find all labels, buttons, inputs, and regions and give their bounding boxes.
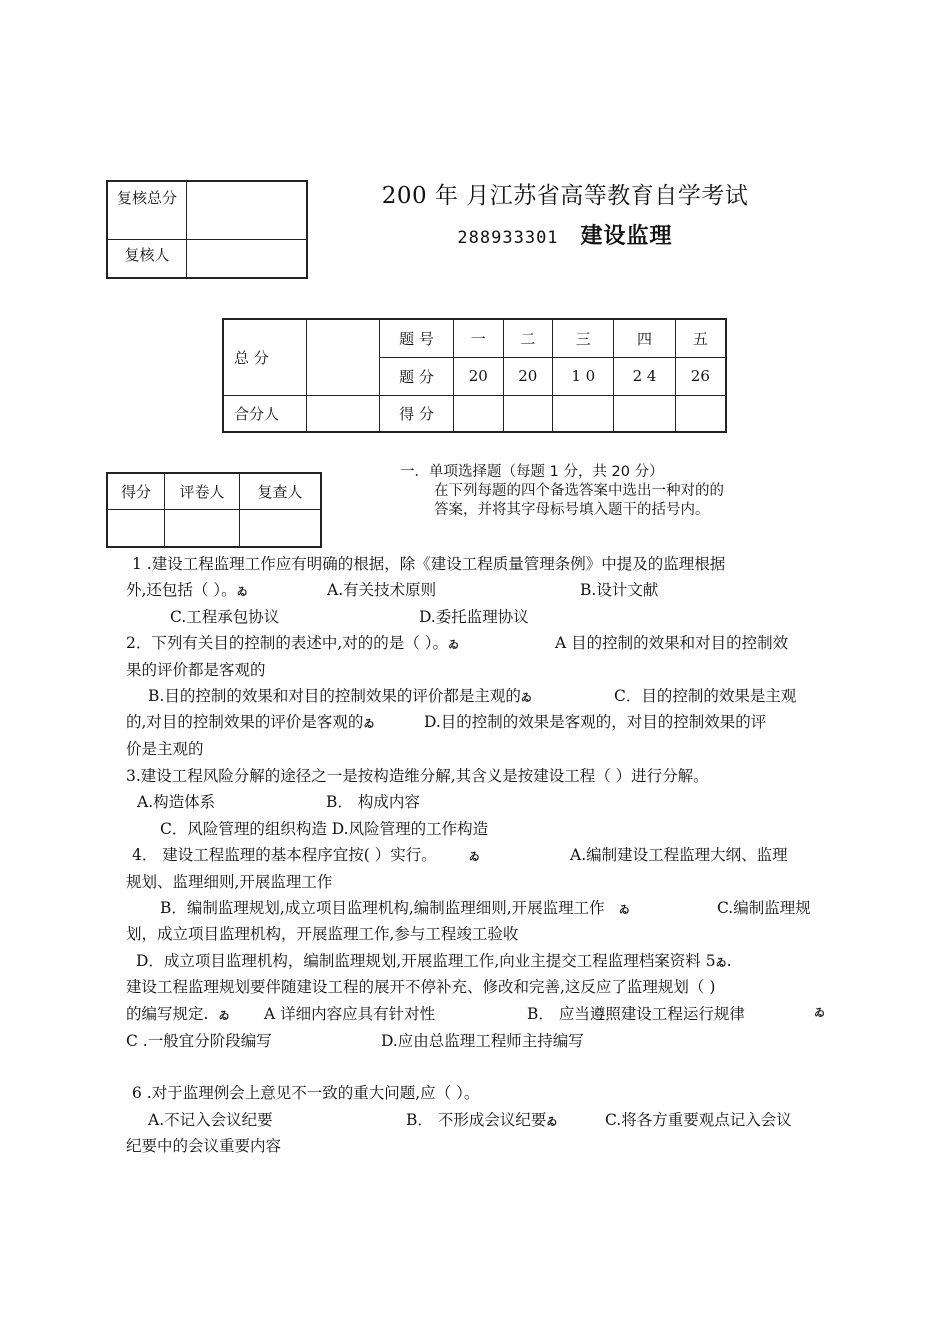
review-total-cell (187, 181, 308, 239)
q2-option-c-cont (126, 710, 374, 732)
q6-option-b-text: B． 不形成会议纪要 (406, 1111, 547, 1129)
checker-label: 复查人 (240, 473, 322, 509)
marker-glyph: ゐ (363, 717, 375, 730)
q2-stem-text: 2．下列有关目的控制的表述中,对的的是（ ）。 (126, 634, 448, 652)
q4-option-b (160, 896, 630, 918)
q4-option-d-text: D．成立项目监理机构，编制监理规划,开展监理工作,向业主提交工程监理档案资料 5 (136, 952, 716, 970)
question-3: 三 (553, 319, 614, 357)
q1-stem-cont (126, 578, 248, 600)
marker-glyph: ゐ (236, 585, 248, 598)
q1-option-b: B.设计文献 (580, 581, 659, 599)
points-1: 20 (454, 357, 504, 395)
q2-option-c-text: 的,对目的控制效果的评价是客观的 (126, 713, 364, 731)
q1-stem-end: 外,还包括（ ）。 (126, 581, 237, 599)
q5-option-d: D.应由总监理工程师主持编写 (381, 1032, 584, 1050)
grader-score-label: 得分 (107, 473, 165, 509)
score-2 (503, 395, 553, 432)
q6-option-c: C.将各方重要观点记入会议 (605, 1111, 792, 1129)
marker-glyph: ゐ (520, 691, 532, 704)
q5-stem: 建设工程监理规划要伴随建设工程的展开不停补充、修改和完善,这反应了监理规划（ ) (126, 978, 716, 996)
q2-option-a: A 目的控制的效果和对目的控制效 (555, 634, 789, 652)
review-box (106, 180, 308, 279)
checker-cell (240, 509, 322, 547)
question-number-label: 题 号 (380, 319, 454, 357)
grader-table (106, 472, 322, 548)
q6-option-b (406, 1108, 557, 1130)
marker-glyph: ゐ (218, 1009, 230, 1022)
q3-option-cd: C．风险管理的组织构造 D.风险管理的工作构造 (160, 820, 489, 838)
grader-label: 评卷人 (165, 473, 240, 509)
q5-option-a: A 详细内容应具有针对性 (264, 1005, 436, 1023)
section-instruction-1: 在下列每题的四个备选答案中选出一种对的的 (434, 483, 724, 499)
q5-stem-cont (126, 1002, 229, 1024)
q5-option-b: B． 应当遵照建设工程运行规律 (527, 1005, 745, 1023)
question-4: 四 (614, 319, 675, 357)
marker-glyph: ゐ (546, 1115, 558, 1128)
score-4 (614, 395, 675, 432)
grader-score-cell (107, 509, 165, 547)
question-points-label: 题 分 (380, 357, 454, 395)
q1-stem: 1 .建设工程监理工作应有明确的根据，除《建设工程质量管理条例》中提及的监理根据 (132, 555, 726, 573)
q4-option-a-cont: 规划、监理细则,开展监理工作 (126, 873, 333, 891)
score-5 (675, 395, 726, 432)
points-2: 20 (503, 357, 553, 395)
reviewer-cell (187, 239, 308, 278)
q2-option-d-cont: 价是主观的 (126, 740, 204, 758)
exam-subtitle (300, 219, 830, 250)
marker-glyph: ゐ (814, 1006, 825, 1019)
score-table (222, 318, 727, 433)
q4-stem-text: 4． 建设工程监理的基本程序宜按( ）实行。 (132, 846, 437, 864)
q2-option-a-cont: 果的评价都是客观的 (126, 661, 266, 679)
total-score-label: 总 分 (223, 319, 307, 395)
q5-number-dot: . (726, 952, 732, 970)
points-3: 1 0 (553, 357, 614, 395)
q6-option-a: A.不记入会议纪要 (148, 1111, 273, 1129)
q2-option-b-text: B.目的控制的效果和对目的控制效果的评价都是主观的 (148, 687, 521, 705)
question-2: 二 (503, 319, 553, 357)
question-1: 一 (454, 319, 504, 357)
q1-option-c: C.工程承包协议 (170, 608, 280, 626)
q2-option-c: C．目的控制的效果是主观 (614, 687, 797, 705)
total-score-cell (307, 319, 380, 395)
q4-option-d (136, 949, 732, 971)
course-name: 建设监理 (580, 224, 673, 249)
review-total-label: 复核总分 (107, 181, 187, 239)
q4-option-b-text: B．编制监理规划,成立项目监理机构,编制监理细则,开展监理工作 (160, 899, 605, 917)
q4-option-c: C.编制监理规 (717, 899, 811, 917)
grader-cell (165, 509, 240, 547)
q4-stem (132, 843, 480, 865)
score-3 (553, 395, 614, 432)
q3-stem: 3.建设工程风险分解的途径之一是按构造维分解,其含义是按建设工程（ ）进行分解。 (126, 767, 709, 785)
q5-option-c: C .一般宜分阶段编写 (126, 1032, 272, 1050)
section-title: 一．单项选择题（每题 1 分，共 20 分） (400, 464, 664, 480)
q5-stem-end: 的编写规定. (126, 1005, 209, 1023)
q1-option-d: D.委托监理协议 (419, 608, 529, 626)
q6-option-c-cont: 纪要中的会议重要内容 (126, 1137, 282, 1155)
question-5: 五 (675, 319, 726, 357)
points-4: 2 4 (614, 357, 675, 395)
exam-title: 200 年 月江苏省高等教育自学考试 (381, 183, 749, 209)
q3-option-a: A.构造体系 (137, 793, 216, 811)
q1-option-a: A.有关技术原则 (327, 581, 437, 599)
q4-option-c-cont: 划，成立项目监理机构，开展监理工作,参与工程竣工验收 (126, 925, 519, 943)
q5-marker (814, 1002, 825, 1020)
q2-option-d: D.目的控制的效果是客观的，对目的控制效果的评 (424, 713, 767, 731)
combiner-cell (307, 395, 380, 432)
reviewer-label: 复核人 (107, 239, 187, 278)
q6-stem: 6 .对于监理例会上意见不一致的重大问题,应（ ）。 (132, 1084, 480, 1102)
marker-glyph: ゐ (618, 903, 630, 916)
q4-option-a: A.编制建设工程监理大纲、监理 (570, 846, 788, 864)
points-5: 26 (675, 357, 726, 395)
marker-glyph: ゐ (447, 638, 459, 651)
marker-glyph: ゐ (468, 850, 480, 863)
score-1 (454, 395, 504, 432)
score-label: 得 分 (380, 395, 454, 432)
marker-glyph: ゐ (715, 956, 727, 969)
section-instruction-2: 答案，并将其字母标号填入题干的括号内。 (434, 502, 710, 518)
q3-option-b: B． 构成内容 (326, 793, 420, 811)
section-heading (400, 463, 820, 520)
q2-stem (126, 631, 459, 653)
q2-option-b (148, 684, 532, 706)
course-code: 288933301 (457, 228, 559, 248)
combiner-label: 合分人 (223, 395, 307, 432)
